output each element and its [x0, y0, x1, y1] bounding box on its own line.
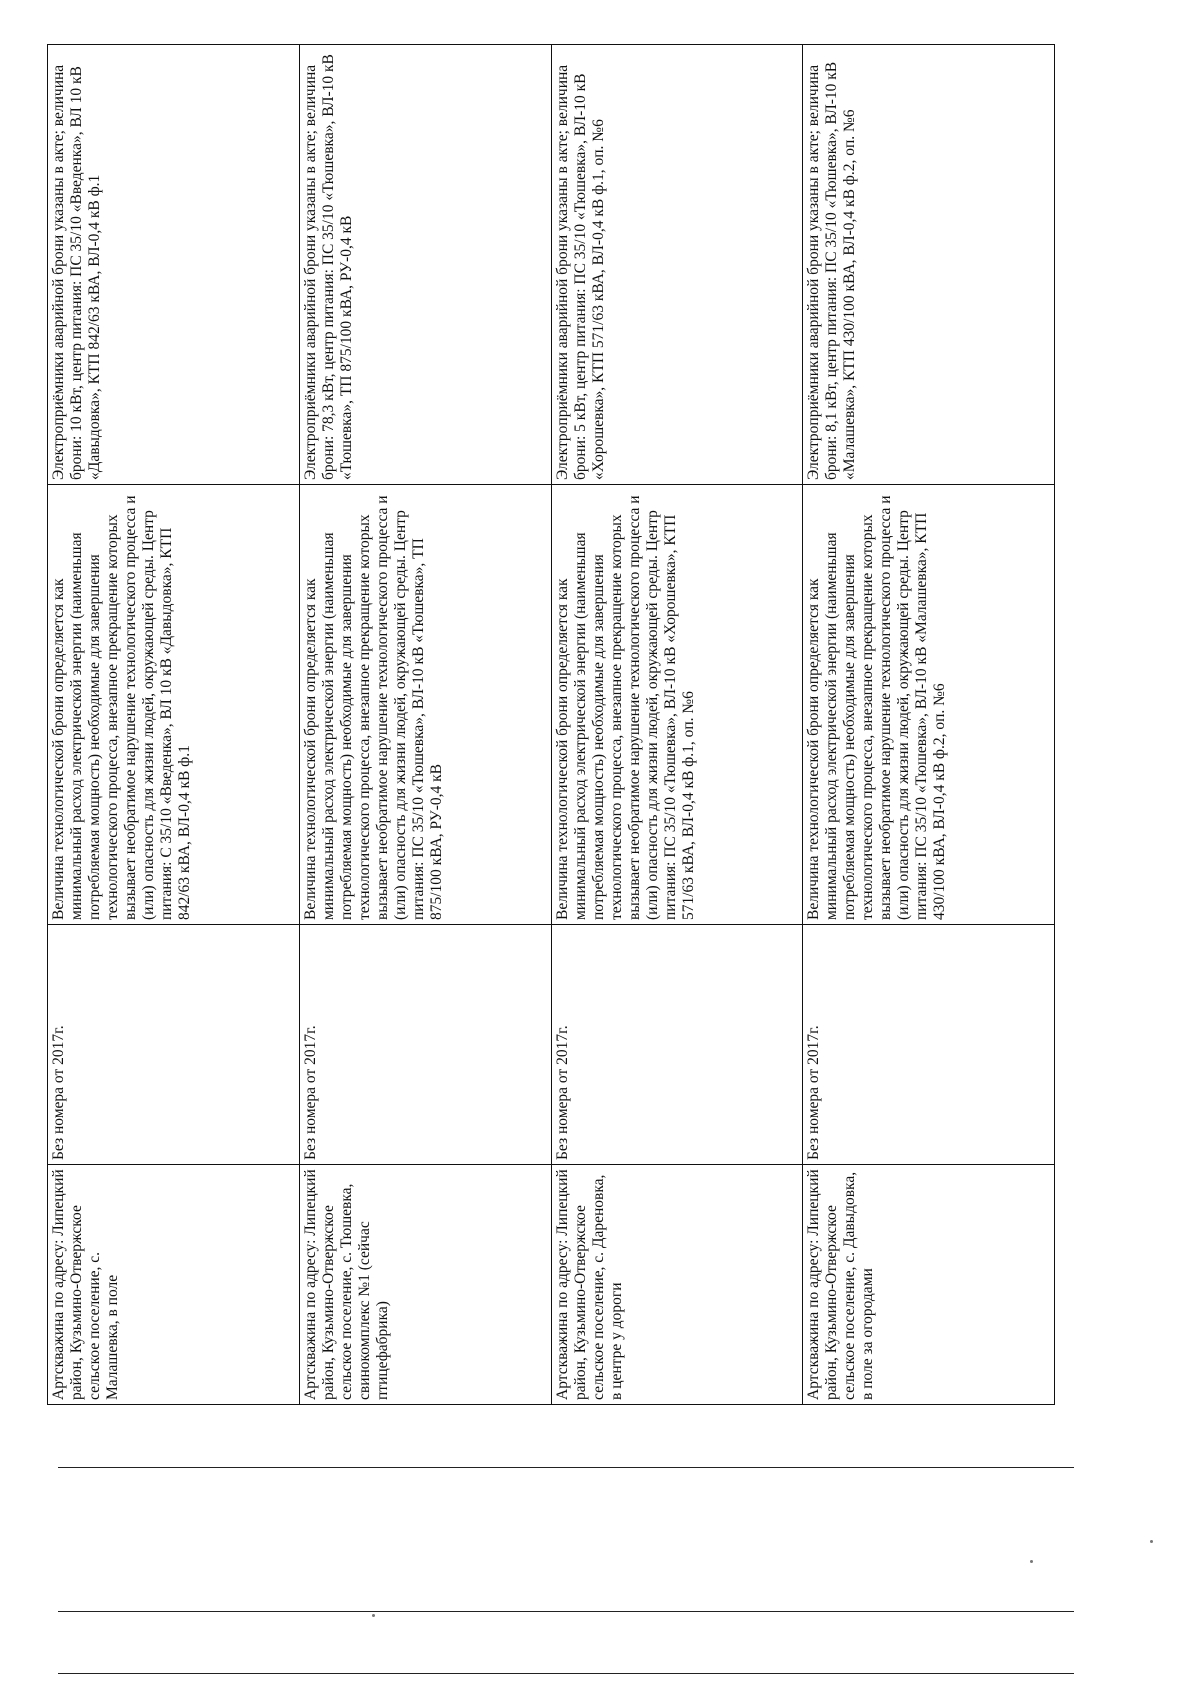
tech-reserve-cell: Величина технологической брони определяется как минимальный расход электрической энергии (наименьшая потребляемая мощность) необходимые для завершения технологического процесса, внезапное прекращение которых вызывает необратимое нарушение технологического процесса и (или) опасность для жизни людей, окружающей среды. Центр питания: ПС 35/10 «Тюшевка», ВЛ-10 кВ «Хорошевка», КТП 571/63 кВА, ВЛ-0,4 кВ ф.1, оп. №6	[551, 485, 803, 925]
act-cell: Без номера от 2017г.	[299, 925, 551, 1165]
tech-reserve-cell: Величина технологической брони определяется как минимальный расход электрической энергии (наименьшая потребляемая мощность) необходимые для завершения технологического процесса, внезапное прекращение которых вызывает необратимое нарушение технологического процесса и (или) опасность для жизни людей, окружающей среды. Центр питания: С 35/10 «Введенка», ВЛ 10 кВ «Давыдовка», КТП 842/63 кВА, ВЛ-0,4 кВ ф.1	[48, 485, 300, 925]
address-cell: Артскважина по адресу: Липецкий район, Кузьмино-Отвержское сельское поселение, с. Малашевка, в поле	[48, 1165, 300, 1405]
table-row	[48, 45, 300, 1405]
tech-reserve-cell: Величина технологической брони определяется как минимальный расход электрической энергии (наименьшая потребляемая мощность) необходимые для завершения технологического процесса, внезапное прекращение которых вызывает необратимое нарушение технологического процесса и (или) опасность для жизни людей, окружающей среды. Центр питания: ПС 35/10 «Тюшевка», ВЛ-10 кВ «Тюшевка», ТП 875/100 кВА, РУ-0,4 кВ	[299, 485, 551, 925]
address-cell: Артскважина по адресу: Липецкий район, Кузьмино-Отвержское сельское поселение, с. Тюшевка, свинокомплекс №1 (сейчас птицефабрика)	[299, 1165, 551, 1405]
act-cell: Без номера от 2017г.	[551, 925, 803, 1165]
emergency-reserve-cell: Электроприёмники аварийной брони указаны в акте; величина брони: 78,3 кВт, центр питания: ПС 35/10 «Тюшевка», ВЛ-10 кВ «Тюшевка», ТП 875/100 кВА, РУ-0,4 кВ	[299, 45, 551, 485]
scan-speck	[1150, 1540, 1153, 1543]
emergency-reserve-cell: Электроприёмники аварийной брони указаны в акте; величина брони: 8,1 кВт, центр питания: ПС 35/10 «Тюшевка», ВЛ-10 кВ «Малашевка», КТП 430/100 кВА, ВЛ-0,4 кВ ф.2, оп. №6	[803, 45, 1055, 485]
table-row	[803, 45, 1055, 1405]
table-row	[551, 45, 803, 1405]
act-cell: Без номера от 2017г.	[803, 925, 1055, 1165]
act-cell: Без номера от 2017г.	[48, 925, 300, 1165]
signature-line	[58, 1673, 1074, 1674]
address-cell: Артскважина по адресу: Липецкий район, Кузьмино-Отвержское сельское поселение, с. Давыдовка, в поле за огородами	[803, 1165, 1055, 1405]
signature-line	[58, 1467, 1074, 1468]
emergency-reserve-cell: Электроприёмники аварийной брони указаны в акте; величина брони: 10 кВт, центр питания: ПС 35/10 «Введенка», ВЛ 10 кВ «Давыдовка», КТП 842/63 кВА, ВЛ-0,4 кВ ф.1	[48, 45, 300, 485]
scan-speck	[1030, 1560, 1033, 1563]
signature-line	[58, 1611, 1074, 1612]
scan-speck	[372, 1614, 375, 1617]
tech-reserve-cell: Величина технологической брони определяется как минимальный расход электрической энергии (наименьшая потребляемая мощность) необходимые для завершения технологического процесса, внезапное прекращение которых вызывает необратимое нарушение технологического процесса и (или) опасность для жизни людей, окружающей среды. Центр питания: ПС 35/10 «Тюшевка», ВЛ-10 кВ «Малашевка», КТП 430/100 кВА, ВЛ-0,4 кВ ф.2, оп. №6	[803, 485, 1055, 925]
table-row	[299, 45, 551, 1405]
rotated-table-container	[47, 45, 1055, 1405]
emergency-reserve-cell: Электроприёмники аварийной брони указаны в акте; величина брони: 5 кВт, центр питания: ПС 35/10 «Тюшевка», ВЛ-10 кВ «Хорошевка», КТП 571/63 кВА, ВЛ-0,4 кВ ф.1, оп. №6	[551, 45, 803, 485]
address-cell: Артскважина по адресу: Липецкий район, Кузьмино-Отвержское сельское поселение, с. Дареновка, в центре у дороги	[551, 1165, 803, 1405]
reservation-table	[47, 44, 1055, 1405]
